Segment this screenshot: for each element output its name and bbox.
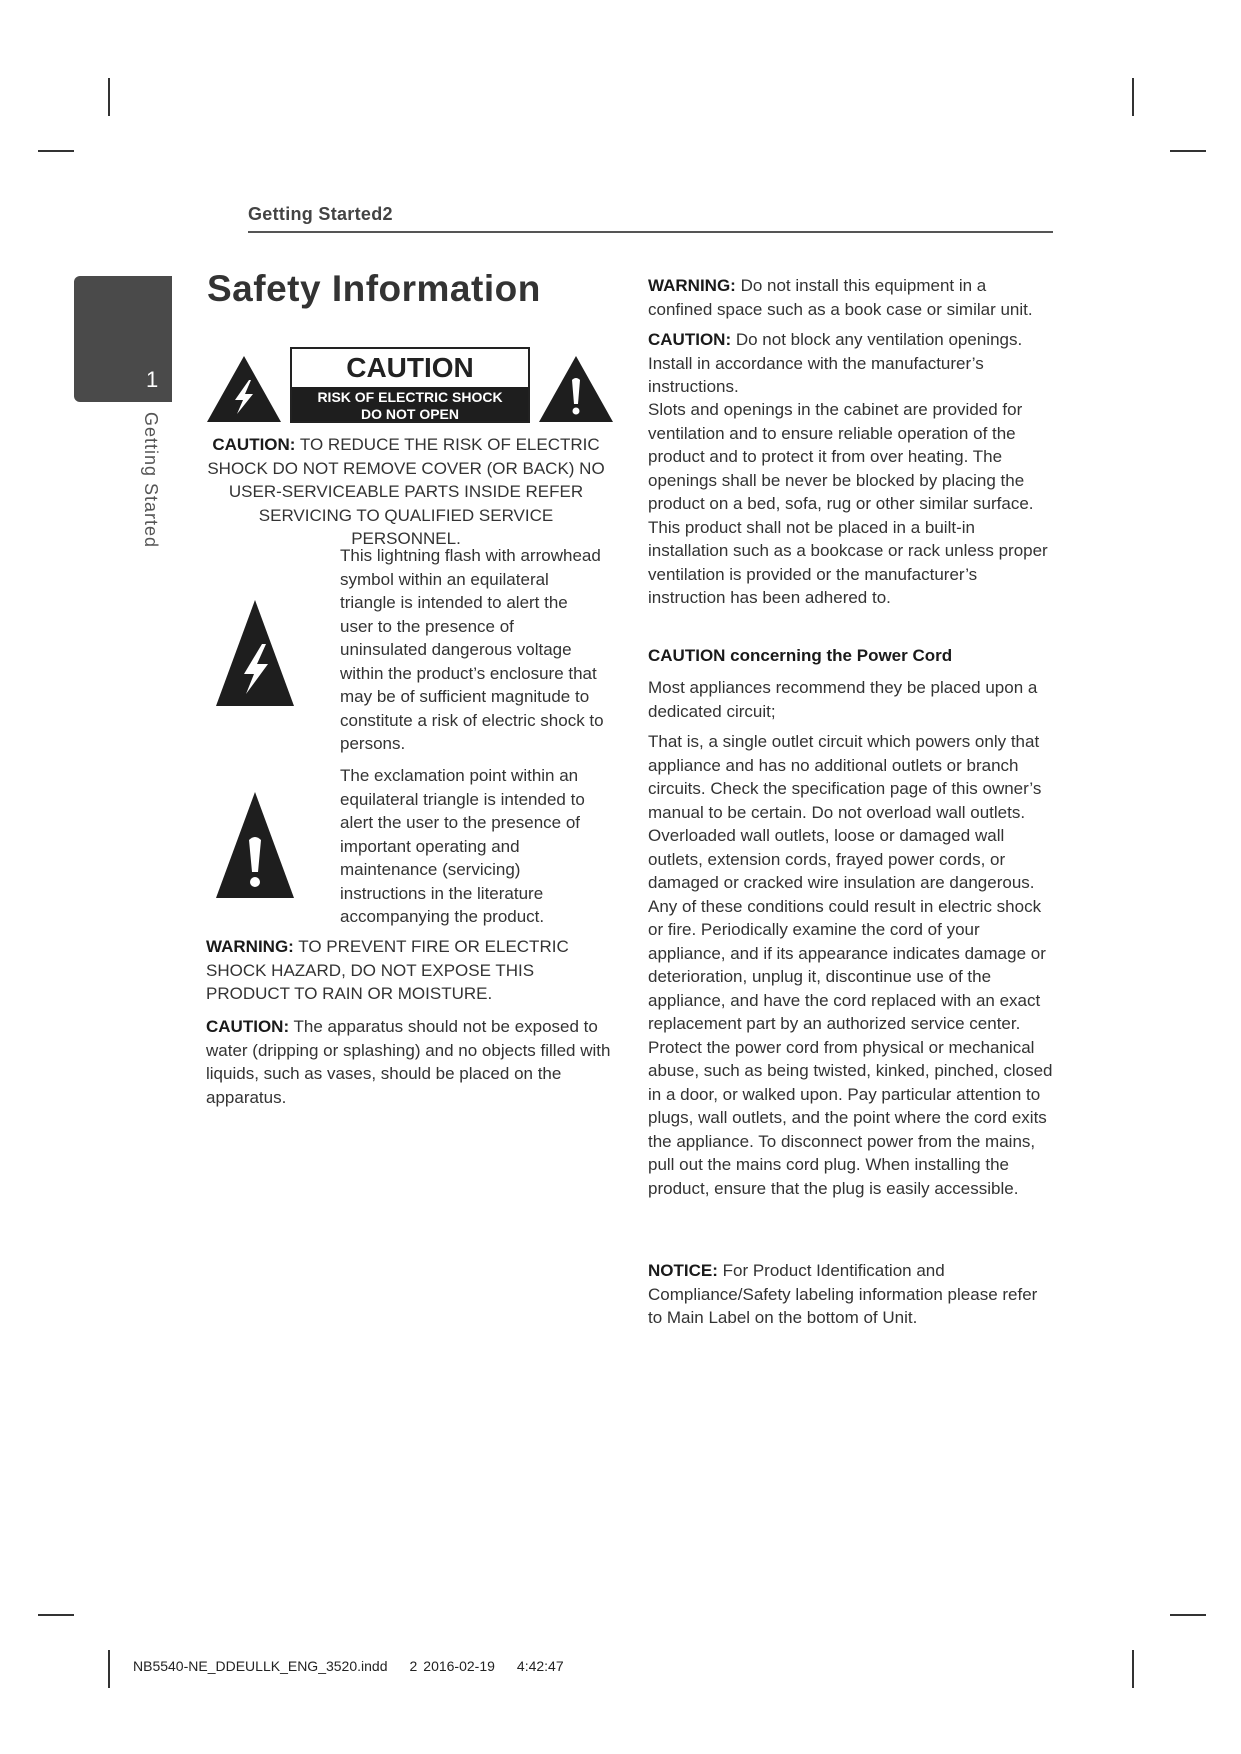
caution-label-line2: DO NOT OPEN xyxy=(360,406,459,422)
caution-label xyxy=(290,347,530,423)
warning-install-text: Do not install this equipment in a confined space such as a book case or similar unit. xyxy=(648,276,1033,319)
caution-main-text: TO REDUCE THE RISK OF ELECTRIC SHOCK DO NOT REMOVE COVER (OR BACK) NO USER-SERVICEABLE PARTS INSIDE REFER SERVICING TO QUALIFIED SERVICE PERSONNEL. xyxy=(207,435,605,548)
crop-mark xyxy=(38,1614,74,1616)
exclamation-symbol-icon xyxy=(214,790,296,900)
notice-text: For Product Identification and Compliance/Safety labeling information please refer to Main Label on the bottom of Unit. xyxy=(648,1261,1038,1327)
crop-mark xyxy=(38,150,74,152)
slug-page: 2 xyxy=(409,1658,418,1674)
slug-date: 2016-02-19 xyxy=(423,1658,495,1674)
exclamation-warning-icon xyxy=(537,354,615,424)
slug-time: 4:42:47 xyxy=(516,1658,564,1674)
caution-label-title: CAUTION xyxy=(346,352,474,383)
chapter-number: 1 xyxy=(146,367,159,392)
caution-ventilation-text: Do not block any ventilation openings. Install in accordance with the manufacturer’s instructions. xyxy=(648,330,1023,396)
warning-fire-text: TO PREVENT FIRE OR ELECTRIC SHOCK HAZARD, DO NOT EXPOSE THIS PRODUCT TO RAIN OR MOISTURE. xyxy=(206,937,569,1003)
chapter-label: Getting Started xyxy=(141,412,161,549)
exclamation-description: The exclamation point within an equilateral triangle is intended to alert the user to the presence of important operating and maintenance (servicing) instructions in the literature accompanying the product. xyxy=(340,766,585,926)
lightning-description: This lightning flash with arrowhead symbol within an equilateral triangle is intended to alert the user to the presence of uninsulated dangerous voltage within the product’s enclosure that may be of sufficient magnitude to constitute a risk of electric shock to persons. xyxy=(340,546,604,753)
crop-mark xyxy=(108,78,110,116)
crop-mark xyxy=(1170,150,1206,152)
header-divider xyxy=(248,231,1053,233)
crop-mark xyxy=(1132,78,1134,116)
lightning-warning-icon xyxy=(205,354,283,424)
lightning-symbol-icon xyxy=(214,598,296,708)
warning-install xyxy=(648,274,1053,321)
slug-filename: NB5540-NE_DDEULLK_ENG_3520.indd xyxy=(133,1658,388,1674)
caution-main xyxy=(206,433,606,551)
notice-label: NOTICE: xyxy=(648,1261,718,1280)
crop-mark xyxy=(108,1650,110,1688)
warning-fire-label: WARNING: xyxy=(206,937,294,956)
ventilation-text: Slots and openings in the cabinet are provided for ventilation and to ensure reliable operation of the product and to protect it from over heating. The openings shall be never be blocked by placing the product on a bed, sofa, rug or other similar surface. This product shall not be placed in a built-in installation such as a bookcase or rack unless proper ventilation is provided or the manufacturer’s instruction has been adhered to. xyxy=(648,400,1048,607)
chapter-label-rotated xyxy=(125,412,171,552)
power-cord-details: That is, a single outlet circuit which powers only that appliance and has no additional outlets or branch circuits. Check the specification page of this owner’s manual to be certain. Do not overload wall outlets. Overloaded wall outlets, loose or damaged wall outlets, extension cords, frayed power cords, or damaged or cracked wire insulation are dangerous. Any of these conditions could result in electric shock or fire. Periodically examine the cord of your appliance, and if its appearance indicates damage or deterioration, unplug it, discontinue use of the appliance, and have the cord replaced with an exact replacement part by an authorized service center. Protect the power cord from physical or mechanical abuse, such as being twisted, kinked, pinched, closed in a door, or walked upon. Pay particular attention to plugs, wall outlets, and the point where the cord exits the appliance. To disconnect power from the mains, pull out the mains cord plug. When installing the product, ensure that the plug is easily accessible. xyxy=(648,732,1053,1198)
notice xyxy=(648,1259,1053,1330)
page-number: 2 xyxy=(382,204,393,224)
caution-water xyxy=(206,1015,611,1109)
caution-water-label: CAUTION: xyxy=(206,1017,290,1036)
caution-label-bar xyxy=(292,387,528,421)
caution-label-line1: RISK OF ELECTRIC SHOCK xyxy=(317,389,503,405)
crop-mark xyxy=(1132,1650,1134,1688)
caution-water-text: The apparatus should not be exposed to water (dripping or splashing) and no objects filled with liquids, such as vases, should be placed on the apparatus. xyxy=(206,1017,611,1107)
warning-install-label: WARNING: xyxy=(648,276,736,295)
caution-ventilation-label: CAUTION: xyxy=(648,330,732,349)
power-cord-heading: CAUTION concerning the Power Cord xyxy=(648,646,953,665)
warning-fire xyxy=(206,935,611,1006)
power-cord-intro: Most appliances recommend they be placed upon a dedicated circuit; xyxy=(648,678,1038,721)
running-header xyxy=(248,204,393,225)
print-slug xyxy=(133,1658,586,1674)
page-title: Safety Information xyxy=(207,268,541,309)
caution-main-label: CAUTION: xyxy=(212,435,296,454)
section-name: Getting Started xyxy=(248,204,383,224)
caution-ventilation xyxy=(648,328,1053,399)
crop-mark xyxy=(1170,1614,1206,1616)
